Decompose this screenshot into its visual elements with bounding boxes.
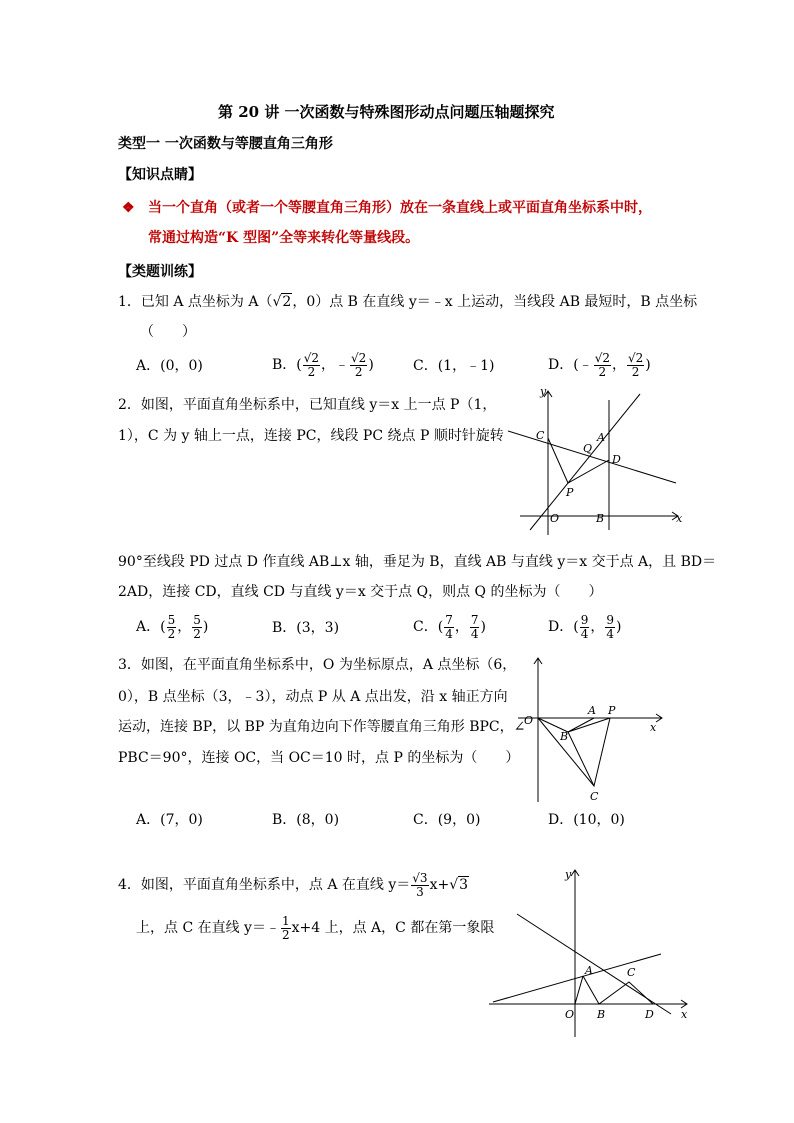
fig4-label-x: x bbox=[681, 1008, 688, 1021]
fig3-label-p: P bbox=[608, 704, 616, 717]
figure-q3 bbox=[512, 652, 672, 810]
q1-option-a: A．(0，0) bbox=[136, 358, 203, 374]
fig2-label-p: P bbox=[566, 486, 574, 499]
q4-line-1: 4．如图，平面直角坐标系中，点 A 在直线 y＝ $\frac{√3}{3}$ x+√3 bbox=[118, 870, 469, 899]
q3-line-2: 0），B 点坐标（3，﹣3），动点 P 从 A 点出发，沿 x 轴正方向 bbox=[118, 689, 508, 705]
knowledge-heading: 【知识点睛】 bbox=[118, 167, 202, 183]
page-title: 第 20 讲 一次函数与特殊图形动点问题压轴题探究 bbox=[218, 103, 555, 121]
q3-option-b: B．(8，0) bbox=[272, 812, 340, 828]
q1-answer-paren: （ ） bbox=[140, 324, 196, 340]
figure-q4 bbox=[485, 862, 695, 1042]
fig2-label-q: Q bbox=[583, 442, 593, 455]
q2-line-2: 1），C 为 y 轴上一点，连接 PC，线段 PC 绕点 P 顺时针旋转 bbox=[118, 428, 504, 444]
fig4-label-y: y bbox=[565, 868, 572, 881]
knowledge-line-2: 常通过构造“K 型图”全等来转化等量线段。 bbox=[148, 230, 420, 246]
q2-option-b: B．(3，3) bbox=[272, 620, 340, 636]
q1-stem: 1．已知 A 点坐标为 A（√2，0）点 B 在直线 y＝﹣x 上运动，当线段 AB 最短时，B 点坐标 bbox=[118, 294, 698, 310]
section-heading: 类型一 一次函数与等腰直角三角形 bbox=[118, 136, 333, 152]
figure-q2 bbox=[500, 385, 690, 545]
q1-option-c: C．(1，﹣1) bbox=[413, 358, 495, 374]
q1-option-d: D．(﹣ $\frac{√2}{2}$ ， $\frac{√2}{2}$ ) bbox=[548, 350, 651, 379]
knowledge-line-1: 当一个直角（或者一个等腰直角三角形）放在一条直线上或平面直角坐标系中时， bbox=[148, 200, 652, 216]
q3-option-a: A．(7，0) bbox=[136, 812, 203, 828]
diamond-bullet-icon: ❖ bbox=[122, 200, 135, 216]
fig2-label-x: x bbox=[676, 512, 683, 525]
fig2-label-d: D bbox=[612, 453, 621, 466]
fig2-label-c: C bbox=[536, 429, 545, 442]
q3-option-d: D．(10，0) bbox=[548, 812, 625, 828]
fig2-label-y: y bbox=[540, 385, 547, 398]
q2-option-c: C．( $\frac{7}{4}$ ， $\frac{7}{4}$ ) bbox=[413, 612, 486, 641]
q2-line-4: 2AD，连接 CD，直线 CD 与直线 y＝x 交于点 Q，则点 Q 的坐标为（ ） bbox=[118, 584, 603, 600]
fig4-label-b: B bbox=[597, 1008, 606, 1021]
fig3-label-c: C bbox=[590, 790, 599, 803]
fig2-label-a: A bbox=[597, 431, 605, 444]
q3-line-3: 运动，连接 BP，以 BP 为直角边向下作等腰直角三角形 BPC，∠ bbox=[118, 719, 526, 735]
fig2-label-b: B bbox=[596, 512, 605, 525]
fig4-label-c: C bbox=[627, 966, 636, 979]
fig4-label-o: O bbox=[565, 1008, 575, 1021]
q4-line-2: 上，点 C 在直线 y＝﹣ $\frac{1}{2}$ x+4 上，点 A，C 都在第一象限 bbox=[136, 913, 495, 942]
q1-option-b: B．( $\frac{√2}{2}$ ，﹣ $\frac{√2}{2}$ ) bbox=[272, 350, 374, 379]
q2-option-d: D．( $\frac{9}{4}$ ， $\frac{9}{4}$ ) bbox=[548, 612, 622, 641]
q2-line-1: 2．如图，平面直角坐标系中，已知直线 y＝x 上一点 P（1， bbox=[118, 397, 497, 413]
fig3-label-x: x bbox=[650, 721, 657, 734]
practice-heading: 【类题训练】 bbox=[118, 264, 202, 280]
q3-option-c: C．(9，0) bbox=[413, 812, 481, 828]
fig3-label-b: B bbox=[560, 730, 569, 743]
fig3-label-a: A bbox=[588, 704, 596, 717]
q3-line-1: 3．如图，在平面直角坐标系中，O 为坐标原点，A 点坐标（6， bbox=[118, 657, 517, 673]
q2-option-a: A．( $\frac{5}{2}$ ， $\frac{5}{2}$ ) bbox=[136, 612, 209, 641]
fig4-label-d: D bbox=[645, 1008, 654, 1021]
fig3-label-o: O bbox=[524, 714, 534, 727]
q3-line-4: PBC＝90°，连接 OC，当 OC＝10 时，点 P 的坐标为（ ） bbox=[118, 750, 520, 766]
fig2-label-o: O bbox=[550, 512, 560, 525]
q2-line-3: 90°至线段 PD 过点 D 作直线 AB⊥x 轴，垂足为 B，直线 AB 与直线 y＝x 交于点 A，且 BD＝ bbox=[118, 554, 717, 570]
fig4-label-a: A bbox=[585, 964, 593, 977]
